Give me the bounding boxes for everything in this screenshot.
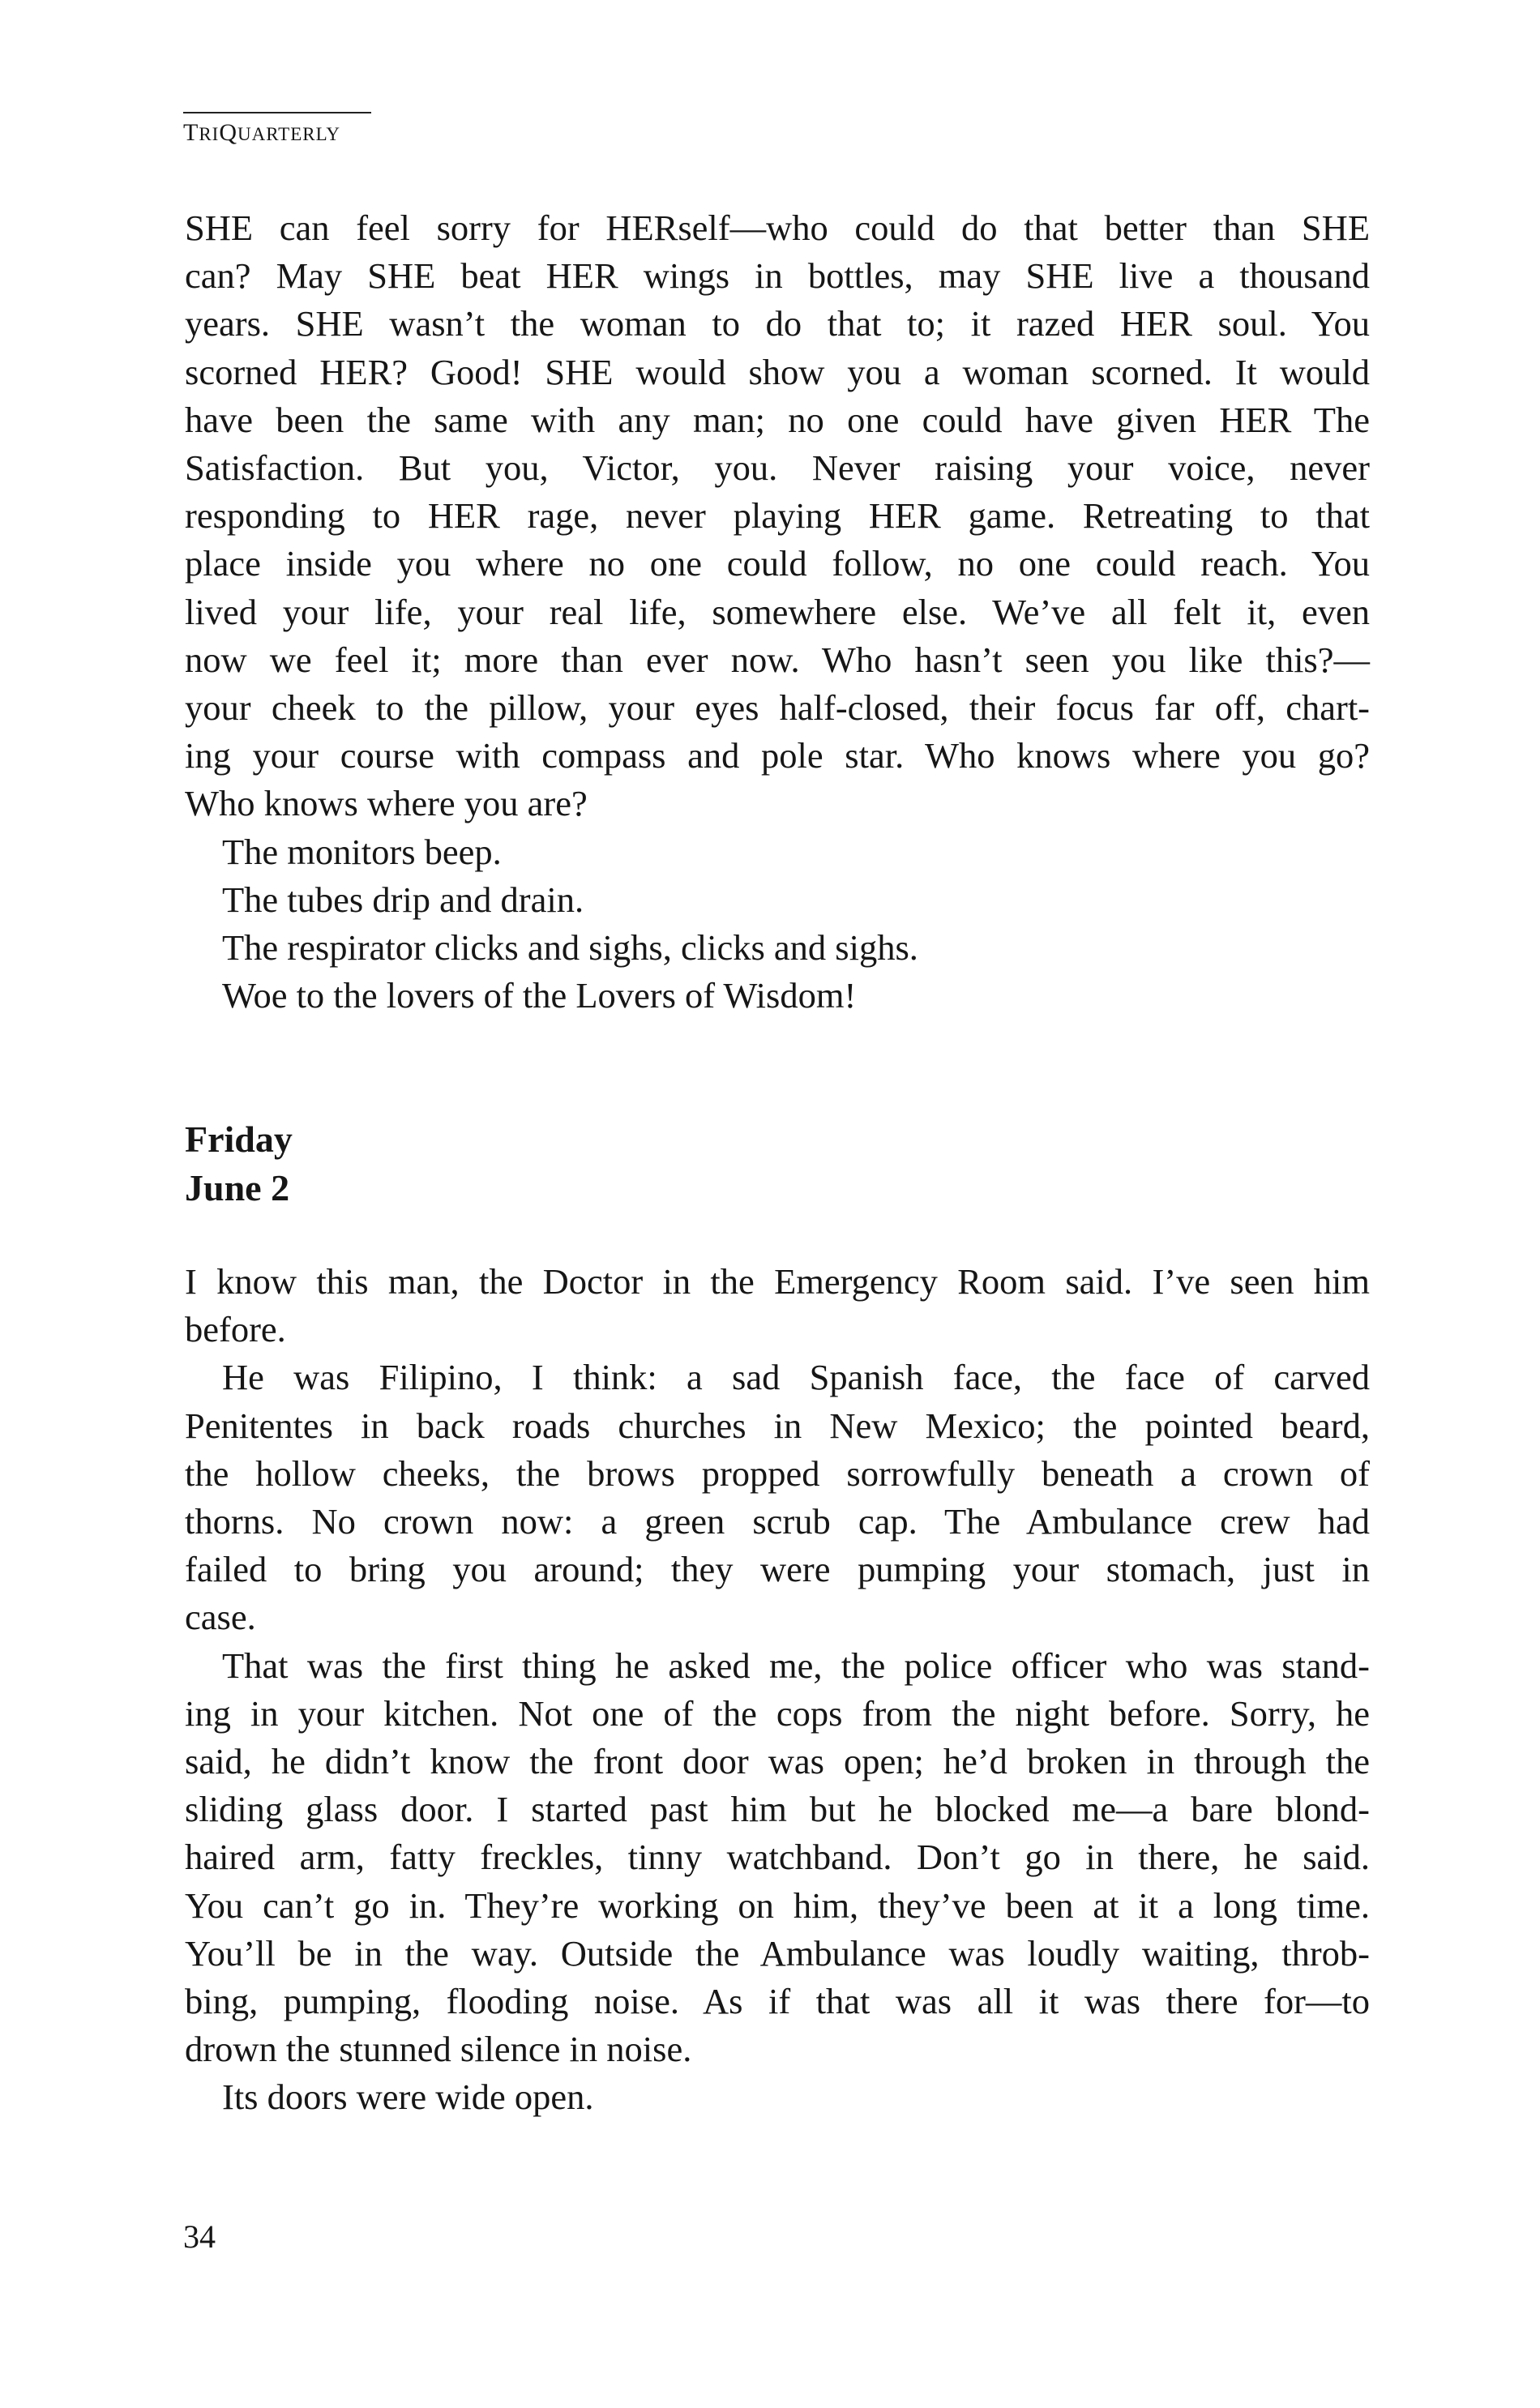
text-line: Penitentes in back roads churches in New Mexico; the pointed beard,	[185, 1405, 1370, 1446]
heading-date: June 2	[185, 1167, 290, 1208]
text-line: now we feel it; more than ever now. Who hasn’t seen you like this?—	[185, 639, 1370, 680]
text-line: bing, pumping, flooding noise. As if that was all it was there for—to	[185, 1981, 1370, 2022]
text-line: I know this man, the Doctor in the Emergency Room said. I’ve seen him	[185, 1261, 1370, 1302]
text-line: failed to bring you around; they were pumping your stomach, just in	[185, 1549, 1370, 1590]
text-line: before.	[185, 1309, 286, 1350]
text-line: He was Filipino, I think: a sad Spanish face, the face of carved	[222, 1357, 1370, 1398]
page-number: 34	[183, 2218, 216, 2255]
running-head-q: Q	[219, 119, 237, 146]
text-line: case.	[185, 1597, 256, 1638]
section2-text	[185, 1258, 1370, 2122]
text-line: That was the first thing he asked me, the police officer who was stand-	[222, 1645, 1370, 1686]
text-line: your cheek to the pillow, your eyes half-closed, their focus far off, chart-	[185, 687, 1370, 729]
running-head-ri: RI	[199, 124, 220, 144]
text-line: drown the stunned silence in noise.	[185, 2029, 692, 2070]
text-line: the hollow cheeks, the brows propped sorrowfully beneath a crown of	[185, 1452, 1370, 1494]
text-line: lived your life, your real life, somewhere else. We’ve all felt it, even	[185, 591, 1370, 632]
running-head	[183, 112, 371, 149]
text-line: years. SHE wasn’t the woman to do that to; it razed HER soul. You	[185, 303, 1370, 344]
text-line: place inside you where no one could follow, no one could reach. You	[185, 543, 1370, 584]
text-line: have been the same with any man; no one could have given HER The	[185, 399, 1370, 440]
text-line: ing in your kitchen. Not one of the cops from the night before. Sorry, he	[185, 1692, 1370, 1734]
running-head-uarterly: UARTERLY	[237, 124, 340, 144]
date-heading	[185, 1115, 293, 1213]
text-line: thorns. No crown now: a green scrub cap. The Ambulance crew had	[185, 1501, 1370, 1542]
text-line: You’ll be in the way. Outside the Ambulance was loudly waiting, throb-	[185, 1932, 1370, 1974]
text-line: said, he didn’t know the front door was open; he’d broken in through the	[185, 1741, 1370, 1782]
text-line: Who knows where you are?	[185, 783, 588, 824]
heading-day: Friday	[185, 1118, 293, 1160]
short-line-woe: Woe to the lovers of the Lovers of Wisdom!	[222, 975, 857, 1016]
text-line: Its doors were wide open.	[222, 2077, 594, 2118]
running-head-initial: T	[183, 119, 199, 146]
text-line: sliding glass door. I started past him but he blocked me—a bare blond-	[185, 1789, 1370, 1830]
text-line: haired arm, fatty freckles, tinny watchband. Don’t go in there, he said.	[185, 1837, 1370, 1878]
short-line-tubes: The tubes drip and drain.	[222, 879, 584, 920]
text-line: You can’t go in. They’re working on him, they’ve been at it a long time.	[185, 1884, 1370, 1926]
text-line: can? May SHE beat HER wings in bottles, may SHE live a thousand	[185, 255, 1370, 297]
text-line: scorned HER? Good! SHE would show you a woman scorned. It would	[185, 351, 1370, 392]
text-line: Satisfaction. But you, Victor, you. Never raising your voice, never	[185, 447, 1370, 489]
text-line: responding to HER rage, never playing HER game. Retreating to that	[185, 495, 1370, 537]
short-line-monitors: The monitors beep.	[222, 831, 502, 872]
text-line: ing your course with compass and pole star. Who knows where you go?	[185, 735, 1370, 776]
text-line: SHE can feel sorry for HERself—who could do that better than SHE	[185, 207, 1370, 248]
short-line-respirator: The respirator clicks and sighs, clicks and sighs.	[222, 927, 918, 969]
section1-paragraph	[185, 204, 1370, 1020]
